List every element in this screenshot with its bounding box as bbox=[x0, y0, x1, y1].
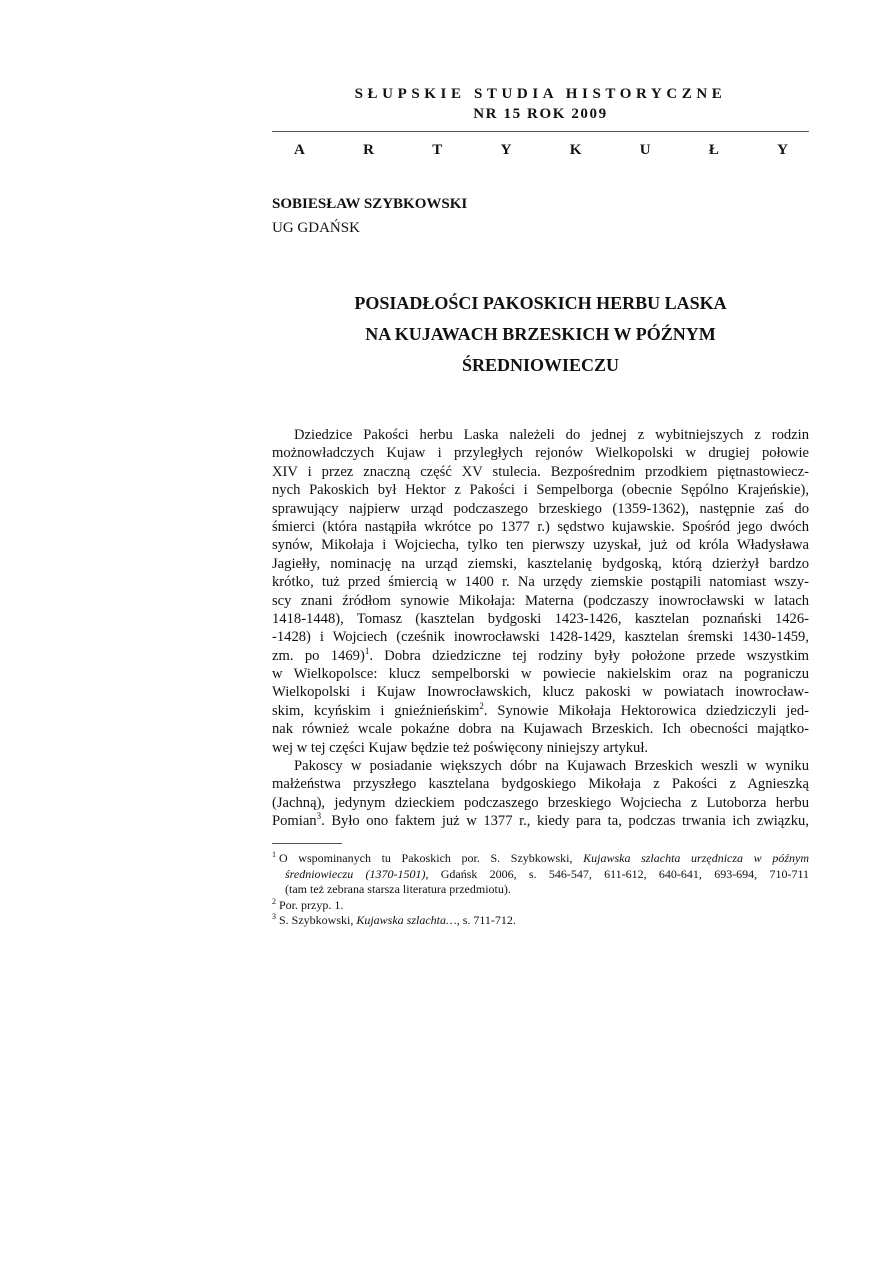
body-line: małżeństwa przyszłego kasztelana bydgoskiego Mikołaja z Pakości z Agnieszką bbox=[272, 776, 809, 793]
section-heading bbox=[294, 142, 788, 159]
title-line: POSIADŁOŚCI PAKOSKICH HERBU LASKA bbox=[354, 293, 727, 313]
section-letter: Ł bbox=[708, 142, 719, 158]
title-line: ŚREDNIOWIECZU bbox=[461, 355, 620, 375]
footnote-separator bbox=[272, 843, 342, 844]
author-name: SOBIESŁAW SZYBKOWSKI bbox=[272, 196, 468, 212]
footnote-1-cont bbox=[272, 867, 809, 883]
body-line: Wielkopolski i Kujaw Inowrocławskich, klucz pakoski w powiatach inowrocław- bbox=[272, 684, 809, 701]
footnote-text: S. Szybkowski, bbox=[279, 913, 357, 928]
footnote-ref[interactable]: 1 bbox=[364, 646, 370, 656]
body-line: (Jachną), jedynym dzieckiem podczaszego brzeskiego Wojciecha z Lutoborza herbu bbox=[272, 794, 809, 811]
footnote-number: 2 bbox=[272, 897, 276, 906]
body-line: Pakoscy w posiadanie większych dóbr na Kujawach Brzeskich weszli w wyniku bbox=[294, 758, 809, 775]
section-letter: U bbox=[639, 142, 651, 158]
footnote-citation: średniowieczu (1370-1501) bbox=[285, 866, 426, 881]
section-letter: A bbox=[294, 142, 305, 158]
body-line: Dziedzice Pakości herbu Laska należeli do jednej z wybitniejszych z rodzin bbox=[294, 427, 809, 443]
footnote-citation: Kujawska szlachta urzędnicza w późnym bbox=[583, 851, 809, 865]
footnote-text: , Gdańsk 2006, s. 546-547, 611-612, 640-641, 693-694, 710-711 bbox=[425, 866, 809, 881]
body-line: -1428) i Wojciech (cześnik inowrocławski 1428-1429, kasztelan śremski 1430-1459, bbox=[272, 629, 809, 646]
body-text: Pomian bbox=[272, 813, 317, 830]
author-affiliation: UG GDAŃSK bbox=[272, 220, 360, 236]
journal-title: SŁUPSKIE STUDIA HISTORYCZNE bbox=[354, 86, 727, 102]
footnote-ref[interactable]: 3 bbox=[316, 812, 322, 822]
article-body bbox=[272, 426, 809, 831]
footnotes bbox=[272, 851, 809, 929]
section-letter: Y bbox=[777, 142, 788, 158]
body-text: . Synowie Mikołaja Hektorowica dziedziczyli jed- bbox=[483, 702, 809, 719]
section-letter: K bbox=[569, 142, 582, 158]
body-text: zm. po 1469) bbox=[272, 647, 365, 664]
body-line: nych Pakoskich był Hektor z Pakości i Sempelborga (obecnie Sępólno Krajeńskie), bbox=[272, 482, 809, 499]
body-line: krótko, tuż przed śmiercią w 1400 r. Na urzędy ziemskie postąpili natomiast wszy- bbox=[272, 574, 809, 591]
section-letter: R bbox=[363, 142, 374, 158]
body-line: wej w tej części Kujaw będzie też poświęcony niniejszy artykuł. bbox=[272, 739, 649, 756]
body-line: Jagiełły, nominację na urząd ziemski, kasztelanię bydgoską, którą dzierżył bardzo bbox=[272, 555, 809, 572]
body-line bbox=[272, 812, 809, 830]
body-line bbox=[272, 647, 809, 665]
footnote-number: 3 bbox=[272, 913, 276, 922]
section-letter: Y bbox=[500, 142, 512, 158]
footnote-3 bbox=[272, 913, 809, 929]
body-line: śmierci (która nastąpiła wkrótce po 1377 r.) sędstwo kujawskie. Spośród jego dwóch bbox=[272, 518, 809, 535]
body-line: nak również wcale pokaźne dobra na Kujawach Brzeskich. Ich obecności majątko- bbox=[272, 721, 809, 738]
body-text: skim, kcyńskim i gnieźnieńskim bbox=[272, 702, 480, 719]
footnote-1 bbox=[272, 851, 809, 867]
body-line bbox=[272, 702, 809, 720]
article-title bbox=[272, 288, 809, 381]
footnote-text: , s. 711-712. bbox=[456, 913, 516, 928]
footnote-2 bbox=[272, 898, 809, 914]
body-line: synów, Mikołaja i Wojciecha, tylko ten pierwszy uzyskał, już od króla Władysława bbox=[272, 537, 809, 554]
footnote-1-cont: (tam też zebrana starsza literatura przedmiotu). bbox=[285, 882, 511, 897]
title-line: NA KUJAWACH BRZESKICH W PÓŹNYM bbox=[365, 324, 716, 344]
body-line: XIV i przez znaczną część XV stulecia. Bezpośrednim przodkiem piętnastowiecz- bbox=[272, 463, 809, 480]
body-line: możnowładczych Kujaw i przyległych rejonów Wielkopolski w drugiej połowie bbox=[272, 445, 809, 462]
body-line: sprawujący najpierw urząd podczaszego brzeskiego (1359-1362), następnie zaś do bbox=[272, 500, 809, 517]
section-letter: T bbox=[432, 142, 443, 158]
footnote-number: 1 bbox=[272, 851, 276, 859]
body-text: . Było ono faktem już w 1377 r., kiedy para ta, podczas trwania ich związku, bbox=[321, 813, 809, 830]
body-line: scy znani źródłom synowie Mikołaja: Materna (podczaszy inowrocławski w latach bbox=[272, 592, 809, 609]
body-text: . Dobra dziedziczne tej rodziny były położone przede wszystkim bbox=[369, 647, 809, 664]
journal-issue: NR 15 ROK 2009 bbox=[473, 106, 608, 122]
footnote-ref[interactable]: 2 bbox=[479, 701, 484, 711]
footnote-text: Por. przyp. 1. bbox=[279, 897, 344, 912]
body-line: 1418-1448), Tomasz (kasztelan bydgoski 1423-1426, kasztelan poznański 1426- bbox=[272, 610, 809, 627]
header-rule bbox=[272, 131, 809, 132]
body-line: w Wielkopolsce: klucz sempelborski w powiecie nakielskim oraz na pograniczu bbox=[272, 666, 809, 683]
footnote-citation: Kujawska szlachta… bbox=[356, 913, 457, 928]
footnote-text: O wspominanych tu Pakoskich por. S. Szybkowski, bbox=[279, 851, 584, 865]
